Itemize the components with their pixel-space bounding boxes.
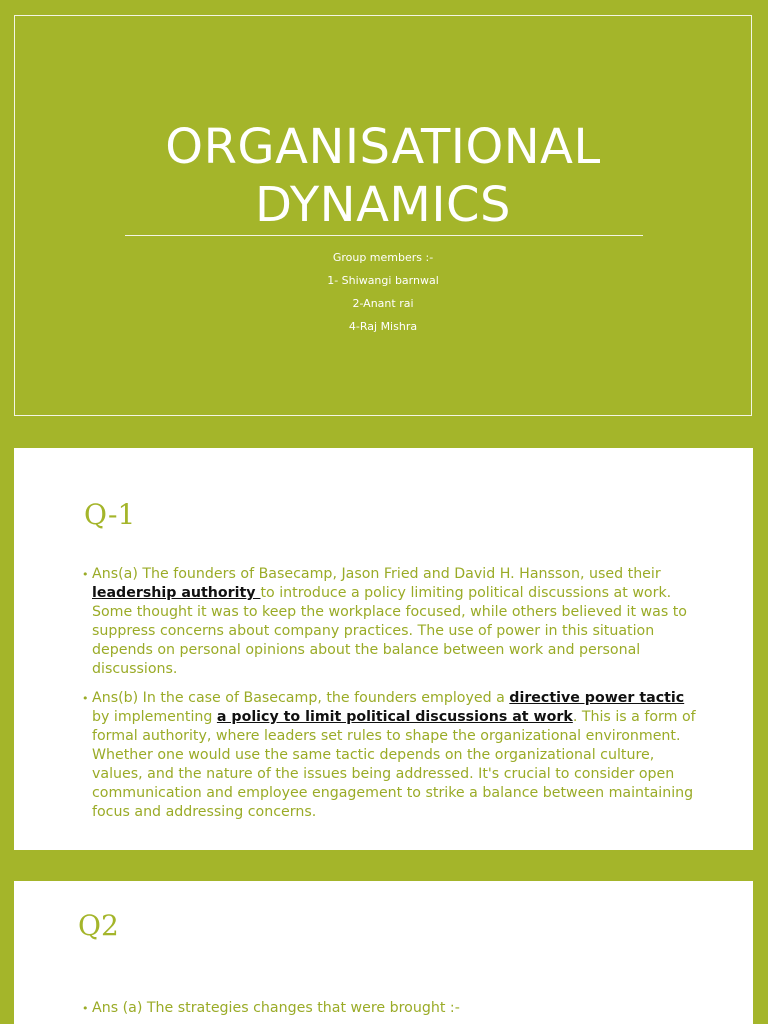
slide-q2	[14, 881, 753, 1024]
q2-answer-a	[82, 999, 703, 1018]
slide-q1	[14, 448, 753, 850]
q1a-text-2: to introduce a policy limiting political discussions at work. Some thought it was to keep the workplace focused, while others believed it was to suppress concerns about company practices. The use of power in this situation depends on personal opinions about the balance between work and personal discussions.	[92, 585, 687, 677]
slide-title	[15, 118, 751, 234]
bullet-icon: •	[82, 568, 89, 581]
q1-bullet-list	[82, 565, 703, 832]
q1a-highlight-leadership-authority: leadership authority	[92, 585, 261, 601]
q1b-highlight-directive-power-tactic: directive power tactic	[509, 690, 685, 706]
q1b-highlight-policy: a policy to limit political discussions at work	[216, 709, 573, 725]
member-item: 4-Raj Mishra	[348, 320, 418, 333]
q2a-text: Ans (a) The strategies changes that were brought :-	[92, 1000, 460, 1016]
q2-bullet-list	[82, 999, 703, 1024]
q1b-text-2: by implementing	[92, 709, 217, 725]
q1-heading: Q-1	[84, 498, 136, 531]
q1b-text-3: . This is a form of formal authority, where leaders set rules to shape the organizational environment. Whether one would use the same tactic depends on the organizational culture, values, and the nature of the issues being addressed. It's crucial to consider open communication and employee engagement to strike a balance between maintaining focus and addressing concerns.	[92, 709, 696, 820]
group-members	[15, 246, 751, 338]
title-slide	[14, 15, 752, 416]
bullet-icon: •	[82, 1002, 89, 1015]
q1b-text-1: Ans(b) In the case of Basecamp, the founders employed a	[92, 690, 510, 706]
q1a-text-1: Ans(a) The founders of Basecamp, Jason Fried and David H. Hansson, used their	[92, 566, 661, 582]
title-line-2: DYNAMICS	[255, 177, 511, 233]
q1-answer-b	[82, 689, 703, 822]
q1-answer-a	[82, 565, 703, 679]
member-item: 1- Shiwangi barnwal	[327, 274, 439, 287]
title-line-1: ORGANISATIONAL	[165, 119, 601, 175]
title-divider	[125, 235, 643, 236]
members-label: Group members :-	[332, 251, 434, 264]
member-item: 2-Anant rai	[352, 297, 414, 310]
bullet-icon: •	[82, 692, 89, 705]
q2-heading: Q2	[78, 909, 119, 942]
